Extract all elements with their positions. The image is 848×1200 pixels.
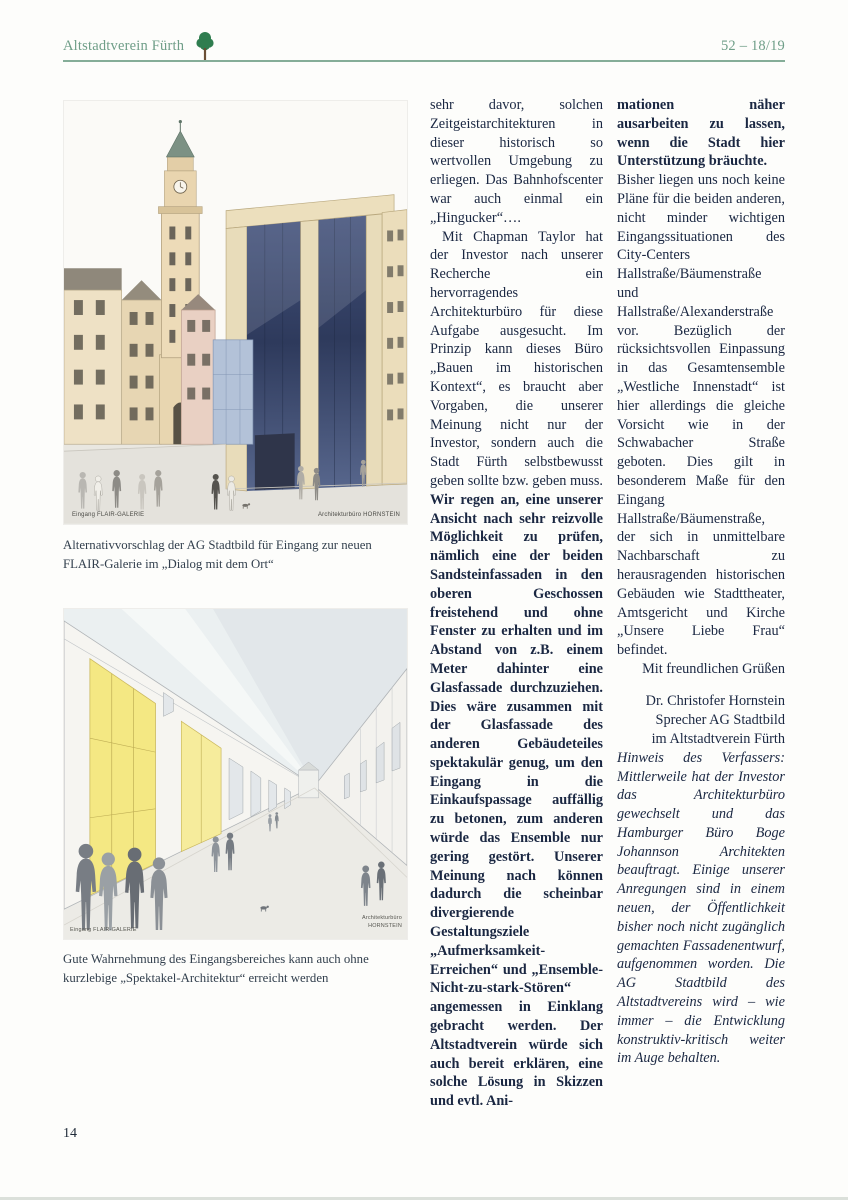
signature-block — [617, 692, 785, 749]
para-middle-3-bold: Wir regen an, eine unserer Ansicht nach sehr reizvolle Möglichkeit zu prüfen, nämlich eine der beiden Sandsteinfassaden in den oberen Geschossen freistehend und ohne Fenster zu erhalten und im Abstand von z.B. einem Meter dahinter eine Glasfassade durchzuziehen. Dies wäre zusammen mit der Glasfassade des anderen Gebäudeteiles spektakulär genug, um den Eingang in die Einkaufspassage auffällig zu betonen, zum anderen würde das Ensemble nur gering gestört. Unserer Meinung nach können dadurch die scheinbar divergierende Gestaltungsziele „Aufmerksamkeit-Erreichen“ und „Ensemble-Nicht-zu-stark-Stören“ angemessen in Einklang gebracht werden. Der Altstadtverein würde sich auch bereit erklären, eine solche Lösung in Skizzen und evtl. Ani- — [430, 491, 603, 1110]
pink-building — [181, 294, 215, 444]
figure-1 — [63, 100, 408, 525]
header-title: Altstadtverein Fürth — [63, 38, 185, 54]
figure-2-caption: Gute Wahrnehmung des Eingangsbereiches kann auch ohne kurzlebige „Spektakel-Architektur“ erreicht werden — [63, 952, 369, 985]
para-middle-2: Mit Chapman Taylor hat der Investor nach unserer Recherche ein hervorragendes Architekturbüro für diese Aufgabe ausgesucht. Im Prinzip kann dieses Büro „Bauen im historischen Kontext“, es braucht aber Vorgaben, die unserer Meinung nicht nur der Investor, sondern auch die Stadt Fürth selbstbewusst geben sollte bzw. geben muss. — [430, 228, 603, 489]
figure2-label-left: Eingang FLAIR-GALERIE — [70, 927, 137, 934]
historic-buildings-left — [64, 268, 161, 444]
column-middle — [430, 96, 603, 1111]
signature-name: Dr. Christofer Hornstein — [645, 692, 785, 709]
signature-role: Sprecher AG Stadtbild — [655, 711, 785, 728]
figure2-label-right-line1: Architekturbüro — [362, 915, 402, 922]
page-number: 14 — [63, 1126, 77, 1141]
header-rule — [63, 60, 785, 62]
author-note-italic: Hinweis des Verfassers: Mittlerweile hat der Investor das Architekturbüro gewechselt und das Hamburger Büro Boge Johannson Architekten beauftragt. Einige unserer Anregungen sind in einem neuen, der Öffentlichkeit bisher noch nicht zugänglich gemachten Fassadenentwurf, aufgenommen worden. Die AG Stadtbild des Altstadtvereins wird – wie immer – die Entwicklung konstruktiv-kritisch weiter im Auge behalten. — [617, 749, 785, 1067]
gallery-entrance — [255, 433, 295, 490]
para-right-2: Bisher liegen uns noch keine Pläne für die beiden anderen, nicht minder wichtigen Eingangssituationen des City-Centers Hallstraße/Bäumenstraße und Hallstraße/Alexanderstraße vor. Bezüglich der rücksichtsvollen Einpassung in das Gesamtensemble „Westliche Innenstadt“ ist hier allerdings die gleiche Vorsicht wie in der Schwabacher Straße geboten. Dies gilt in besonderem Maße für den Eingang Hallstraße/Bäumenstraße, der sich in unmittelbare Nachbarschaft zu herausragenden historischen Gebäuden wie Stadttheater, Amtsgericht und Kirche „Unsere Liebe Frau“ befindet. — [617, 172, 785, 659]
tree-icon — [196, 30, 214, 62]
distant-buildings — [299, 762, 319, 798]
figure2-illustration — [64, 609, 407, 939]
glass-podium — [213, 340, 253, 444]
column-right — [617, 96, 785, 1068]
figure1-label-left: Eingang FLAIR-GALERIE — [71, 511, 145, 518]
para-right-1-bold: mationen näher ausarbeiten zu lassen, wenn die Stadt hier Unterstützung bräuchte. — [617, 97, 785, 170]
signature-org: im Altstadtverein Fürth — [651, 730, 785, 747]
figure2-label-right-line2: HORNSTEIN — [368, 923, 402, 930]
figure1-illustration — [64, 101, 407, 524]
closing-formula: Mit freundlichen Grüßen — [642, 660, 785, 677]
para-middle-1: sehr davor, solchen Zeitgeistarchitekturen in dieser historisch so wertvollen Umgebung zu erliegen. Das Bahnhofscenter war auch einmal ein „Hingucker“…. — [430, 97, 603, 226]
figure-2 — [63, 608, 408, 940]
header-issue-number: 52 – 18/19 — [720, 38, 785, 54]
figure1-label-right: Architekturbüro HORNSTEIN — [317, 511, 401, 518]
figure-1-caption: Alternativvorschlag der AG Stadtbild für Eingang zur neuen FLAIR-Galerie im „Dialog mit dem Ort“ — [63, 538, 372, 571]
